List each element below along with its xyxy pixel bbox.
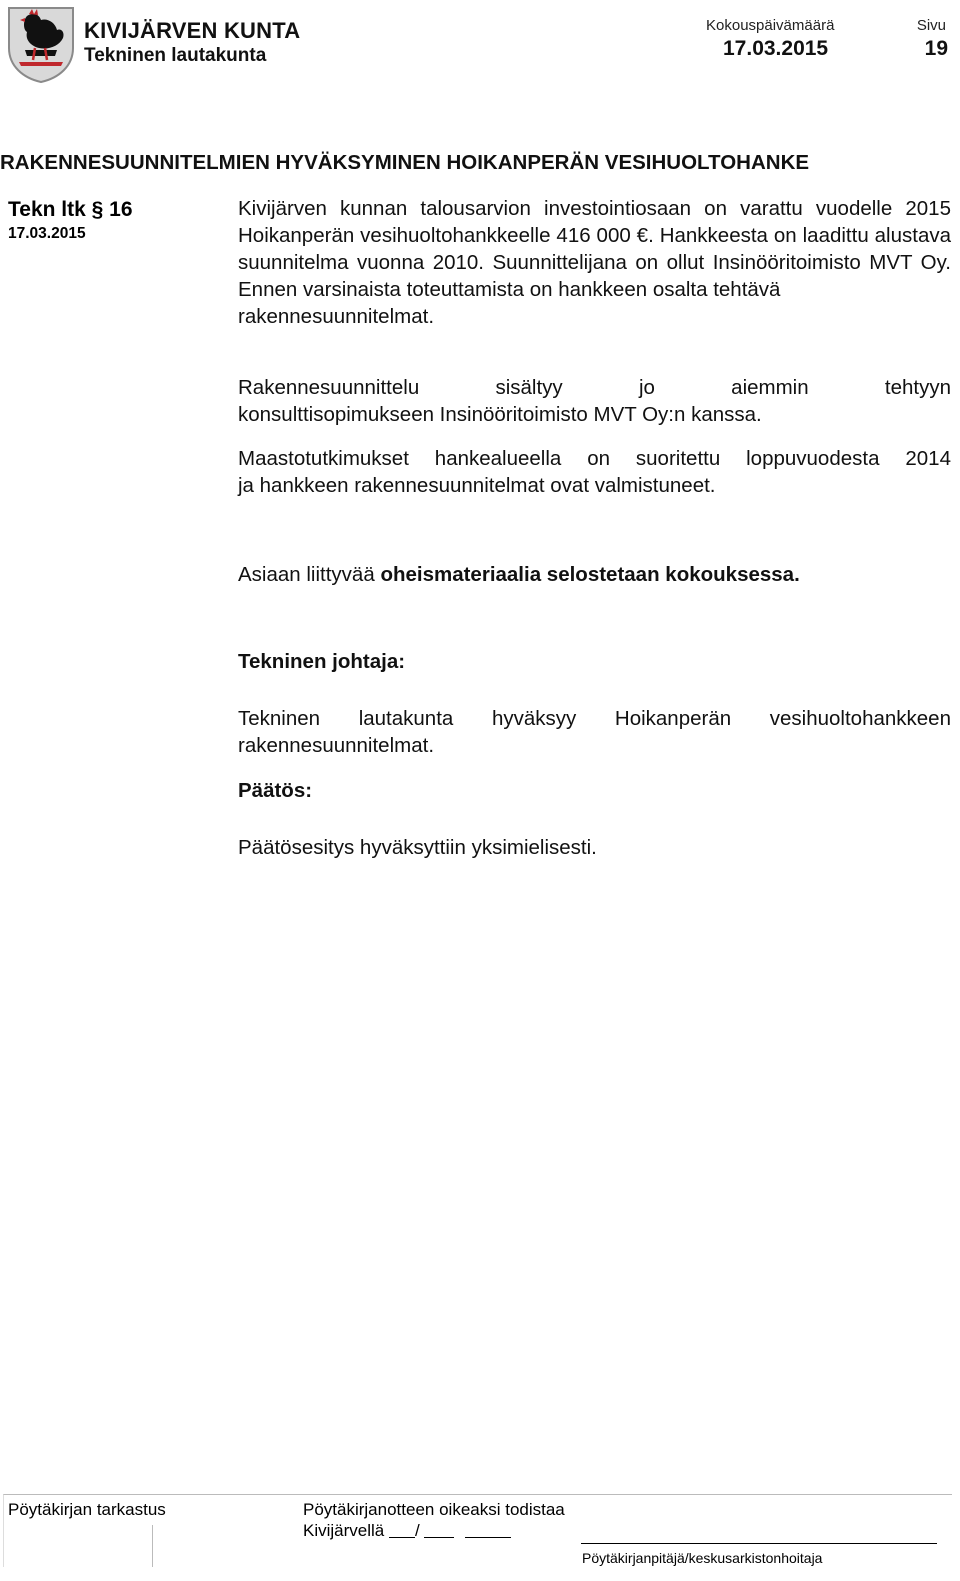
date-slash: /: [414, 1521, 420, 1540]
meeting-date: 17.03.2015: [723, 37, 829, 60]
paragraph-material: [238, 561, 951, 588]
board-name: Tekninen lautakunta: [84, 45, 267, 66]
section-date: 17.03.2015: [8, 225, 86, 242]
proposal-text: [238, 705, 951, 759]
section-symbol: §: [91, 198, 104, 221]
paragraph-background: [238, 195, 951, 330]
section-id: [8, 198, 133, 222]
paragraph-text: rakennesuunnitelmat.: [238, 734, 435, 757]
paragraph-text: rakennesuunnitelmat.: [238, 305, 435, 328]
signature-line: [581, 1543, 937, 1544]
municipality-name: KIVIJÄRVEN KUNTA: [84, 18, 301, 43]
proposal-heading: Tekninen johtaja:: [238, 650, 406, 673]
municipal-crest-icon: [5, 4, 77, 84]
signer-title: Pöytäkirjanpitäjä/keskusarkistonhoitaja: [582, 1550, 823, 1566]
paragraph-text: Maastotutkimukset hankealueella on suoritettu loppuvuodesta 2014: [238, 447, 951, 470]
year-blank: [465, 1521, 511, 1538]
section-prefix: Tekn ltk: [8, 198, 86, 221]
paragraph-survey: [238, 445, 951, 499]
material-bold-text: oheismateriaalia selostetaan kokouksessa.: [380, 563, 800, 586]
certify-place: Kivijärvellä: [303, 1521, 385, 1540]
decision-heading: Päätös:: [238, 779, 313, 802]
meeting-date-label: Kokouspäivämäärä: [706, 17, 835, 34]
page-label: Sivu: [916, 17, 946, 34]
footer-divider: [152, 1525, 153, 1567]
paragraph-text: konsulttisopimukseen Insinööritoimisto MVT Oy:n kanssa.: [238, 403, 762, 426]
decision-text: Päätösesitys hyväksyttiin yksimielisesti.: [238, 836, 597, 859]
certify-place-line: [303, 1521, 511, 1541]
paragraph-text: Tekninen lautakunta hyväksyy Hoikanperän vesihuoltohankkeen: [238, 707, 951, 730]
paragraph-text: Rakennesuunnittelu sisältyy jo aiemmin tehtyyn: [238, 376, 951, 399]
page-number: 19: [924, 37, 948, 60]
paragraph-text: Kivijärven kunnan talousarvion investointiosaan on varattu vuodelle 2015 Hoikanperän vesihuoltohankkeelle 416 000 €. Hankkeesta on laadittu alustava suunnitelma vuonna 2010. Suunnittelijana on ollut Insinööritoimisto MVT Oy. Ennen varsinaista toteuttamista on hankkeen osalta tehtävä: [238, 197, 951, 301]
document-title: RAKENNESUUNNITELMIEN HYVÄKSYMINEN HOIKANPERÄN VESIHUOLTOHANKE: [0, 151, 810, 174]
day-blank: [389, 1521, 415, 1538]
review-label: Pöytäkirjan tarkastus: [8, 1500, 166, 1519]
certify-label: Pöytäkirjanotteen oikeaksi todistaa: [303, 1500, 565, 1519]
section-number: 16: [109, 198, 133, 221]
paragraph-text: ja hankkeen rakennesuunnitelmat ovat valmistuneet.: [238, 474, 716, 497]
paragraph-consultant: [238, 374, 951, 428]
month-blank: [424, 1521, 454, 1538]
material-text: Asiaan liittyvää: [238, 563, 381, 586]
